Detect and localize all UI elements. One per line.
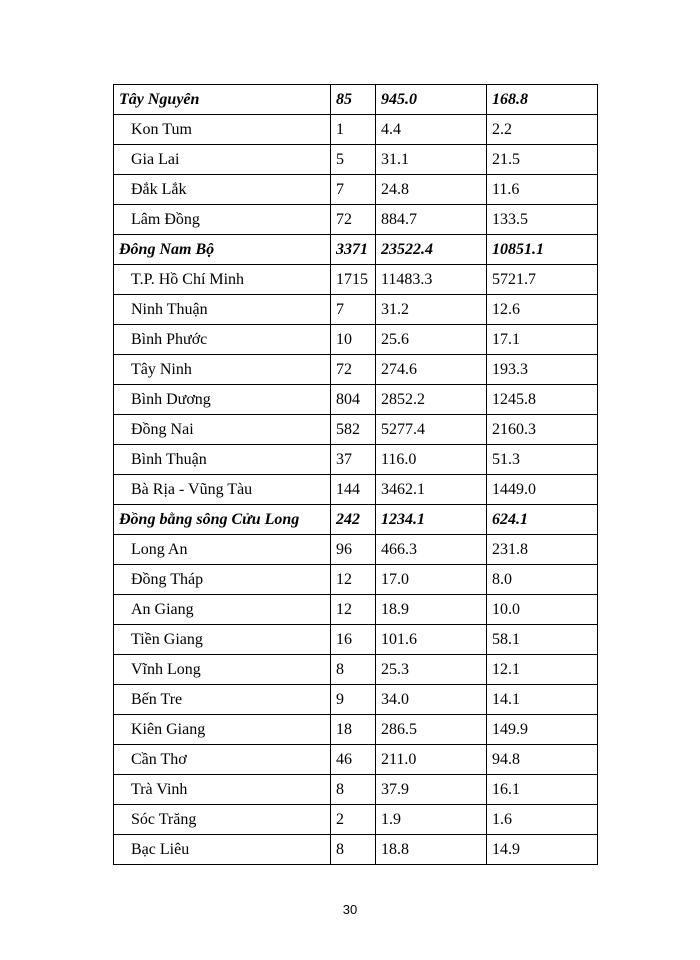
row-name-cell: Đồng Nai bbox=[114, 415, 331, 445]
row-name-cell: Sóc Trăng bbox=[114, 805, 331, 835]
row-secondary-value-cell: 2160.3 bbox=[487, 415, 598, 445]
row-count-cell: 582 bbox=[331, 415, 376, 445]
row-secondary-value-cell: 8.0 bbox=[487, 565, 598, 595]
province-row bbox=[114, 685, 598, 715]
province-row bbox=[114, 595, 598, 625]
province-row bbox=[114, 115, 598, 145]
row-secondary-value-cell: 16.1 bbox=[487, 775, 598, 805]
row-value-cell: 211.0 bbox=[376, 745, 487, 775]
row-count-cell: 12 bbox=[331, 565, 376, 595]
row-secondary-value-cell: 193.3 bbox=[487, 355, 598, 385]
row-secondary-value-cell: 5721.7 bbox=[487, 265, 598, 295]
row-name-cell: Tiền Giang bbox=[114, 625, 331, 655]
row-secondary-value-cell: 10851.1 bbox=[487, 235, 598, 265]
row-value-cell: 31.1 bbox=[376, 145, 487, 175]
row-name-cell: Bình Dương bbox=[114, 385, 331, 415]
row-secondary-value-cell: 231.8 bbox=[487, 535, 598, 565]
row-name-cell: Bình Thuận bbox=[114, 445, 331, 475]
row-secondary-value-cell: 21.5 bbox=[487, 145, 598, 175]
row-secondary-value-cell: 1245.8 bbox=[487, 385, 598, 415]
page-number: 30 bbox=[342, 902, 358, 917]
row-name-cell: Bình Phước bbox=[114, 325, 331, 355]
row-secondary-value-cell: 58.1 bbox=[487, 625, 598, 655]
row-secondary-value-cell: 2.2 bbox=[487, 115, 598, 145]
row-secondary-value-cell: 12.6 bbox=[487, 295, 598, 325]
row-name-cell: Đồng bằng sông Cửu Long bbox=[114, 505, 331, 535]
row-name-cell: Long An bbox=[114, 535, 331, 565]
province-row bbox=[114, 205, 598, 235]
province-row bbox=[114, 355, 598, 385]
row-count-cell: 1 bbox=[331, 115, 376, 145]
row-name-cell: Kiên Giang bbox=[114, 715, 331, 745]
row-count-cell: 96 bbox=[331, 535, 376, 565]
row-value-cell: 37.9 bbox=[376, 775, 487, 805]
row-value-cell: 884.7 bbox=[376, 205, 487, 235]
province-row bbox=[114, 715, 598, 745]
row-count-cell: 16 bbox=[331, 625, 376, 655]
row-value-cell: 11483.3 bbox=[376, 265, 487, 295]
row-count-cell: 18 bbox=[331, 715, 376, 745]
province-row bbox=[114, 775, 598, 805]
row-name-cell: Đắk Lắk bbox=[114, 175, 331, 205]
row-secondary-value-cell: 14.9 bbox=[487, 835, 598, 865]
row-name-cell: T.P. Hồ Chí Minh bbox=[114, 265, 331, 295]
row-count-cell: 1715 bbox=[331, 265, 376, 295]
statistics-table bbox=[113, 84, 598, 865]
row-secondary-value-cell: 17.1 bbox=[487, 325, 598, 355]
row-value-cell: 274.6 bbox=[376, 355, 487, 385]
province-row bbox=[114, 445, 598, 475]
province-row bbox=[114, 175, 598, 205]
row-secondary-value-cell: 133.5 bbox=[487, 205, 598, 235]
row-count-cell: 46 bbox=[331, 745, 376, 775]
province-row bbox=[114, 265, 598, 295]
row-secondary-value-cell: 14.1 bbox=[487, 685, 598, 715]
row-secondary-value-cell: 1.6 bbox=[487, 805, 598, 835]
province-row bbox=[114, 655, 598, 685]
row-secondary-value-cell: 12.1 bbox=[487, 655, 598, 685]
row-secondary-value-cell: 51.3 bbox=[487, 445, 598, 475]
statistics-table-body bbox=[114, 85, 598, 865]
row-count-cell: 2 bbox=[331, 805, 376, 835]
row-secondary-value-cell: 11.6 bbox=[487, 175, 598, 205]
row-value-cell: 17.0 bbox=[376, 565, 487, 595]
province-row bbox=[114, 325, 598, 355]
row-value-cell: 1.9 bbox=[376, 805, 487, 835]
province-row bbox=[114, 805, 598, 835]
row-count-cell: 8 bbox=[331, 655, 376, 685]
province-row bbox=[114, 835, 598, 865]
row-count-cell: 37 bbox=[331, 445, 376, 475]
row-value-cell: 25.3 bbox=[376, 655, 487, 685]
province-row bbox=[114, 745, 598, 775]
row-count-cell: 7 bbox=[331, 175, 376, 205]
region-row bbox=[114, 505, 598, 535]
row-name-cell: Bạc Liêu bbox=[114, 835, 331, 865]
row-name-cell: Kon Tum bbox=[114, 115, 331, 145]
row-value-cell: 945.0 bbox=[376, 85, 487, 115]
row-value-cell: 116.0 bbox=[376, 445, 487, 475]
row-name-cell: Đông Nam Bộ bbox=[114, 235, 331, 265]
row-name-cell: Gia Lai bbox=[114, 145, 331, 175]
row-name-cell: Vĩnh Long bbox=[114, 655, 331, 685]
province-row bbox=[114, 415, 598, 445]
province-row bbox=[114, 295, 598, 325]
row-value-cell: 286.5 bbox=[376, 715, 487, 745]
region-row bbox=[114, 235, 598, 265]
row-count-cell: 9 bbox=[331, 685, 376, 715]
row-secondary-value-cell: 149.9 bbox=[487, 715, 598, 745]
row-name-cell: Trà Vinh bbox=[114, 775, 331, 805]
province-row bbox=[114, 385, 598, 415]
province-row bbox=[114, 475, 598, 505]
province-row bbox=[114, 145, 598, 175]
row-value-cell: 1234.1 bbox=[376, 505, 487, 535]
row-value-cell: 2852.2 bbox=[376, 385, 487, 415]
row-value-cell: 18.9 bbox=[376, 595, 487, 625]
province-row bbox=[114, 535, 598, 565]
row-name-cell: Tây Ninh bbox=[114, 355, 331, 385]
row-name-cell: Bến Tre bbox=[114, 685, 331, 715]
row-count-cell: 8 bbox=[331, 835, 376, 865]
row-value-cell: 31.2 bbox=[376, 295, 487, 325]
row-value-cell: 23522.4 bbox=[376, 235, 487, 265]
row-value-cell: 466.3 bbox=[376, 535, 487, 565]
region-row bbox=[114, 85, 598, 115]
row-secondary-value-cell: 94.8 bbox=[487, 745, 598, 775]
row-count-cell: 804 bbox=[331, 385, 376, 415]
province-row bbox=[114, 625, 598, 655]
row-name-cell: An Giang bbox=[114, 595, 331, 625]
row-name-cell: Đồng Tháp bbox=[114, 565, 331, 595]
row-name-cell: Ninh Thuận bbox=[114, 295, 331, 325]
row-name-cell: Cần Thơ bbox=[114, 745, 331, 775]
row-name-cell: Lâm Đồng bbox=[114, 205, 331, 235]
row-count-cell: 5 bbox=[331, 145, 376, 175]
row-name-cell: Tây Nguyên bbox=[114, 85, 331, 115]
row-count-cell: 72 bbox=[331, 205, 376, 235]
row-count-cell: 12 bbox=[331, 595, 376, 625]
row-count-cell: 7 bbox=[331, 295, 376, 325]
row-value-cell: 25.6 bbox=[376, 325, 487, 355]
row-value-cell: 3462.1 bbox=[376, 475, 487, 505]
row-secondary-value-cell: 10.0 bbox=[487, 595, 598, 625]
row-count-cell: 85 bbox=[331, 85, 376, 115]
row-name-cell: Bà Rịa - Vũng Tàu bbox=[114, 475, 331, 505]
row-count-cell: 10 bbox=[331, 325, 376, 355]
row-secondary-value-cell: 624.1 bbox=[487, 505, 598, 535]
row-value-cell: 4.4 bbox=[376, 115, 487, 145]
row-value-cell: 24.8 bbox=[376, 175, 487, 205]
row-count-cell: 8 bbox=[331, 775, 376, 805]
row-value-cell: 34.0 bbox=[376, 685, 487, 715]
row-value-cell: 5277.4 bbox=[376, 415, 487, 445]
row-secondary-value-cell: 1449.0 bbox=[487, 475, 598, 505]
row-count-cell: 144 bbox=[331, 475, 376, 505]
row-count-cell: 72 bbox=[331, 355, 376, 385]
row-count-cell: 3371 bbox=[331, 235, 376, 265]
row-count-cell: 242 bbox=[331, 505, 376, 535]
row-value-cell: 18.8 bbox=[376, 835, 487, 865]
row-secondary-value-cell: 168.8 bbox=[487, 85, 598, 115]
province-row bbox=[114, 565, 598, 595]
row-value-cell: 101.6 bbox=[376, 625, 487, 655]
